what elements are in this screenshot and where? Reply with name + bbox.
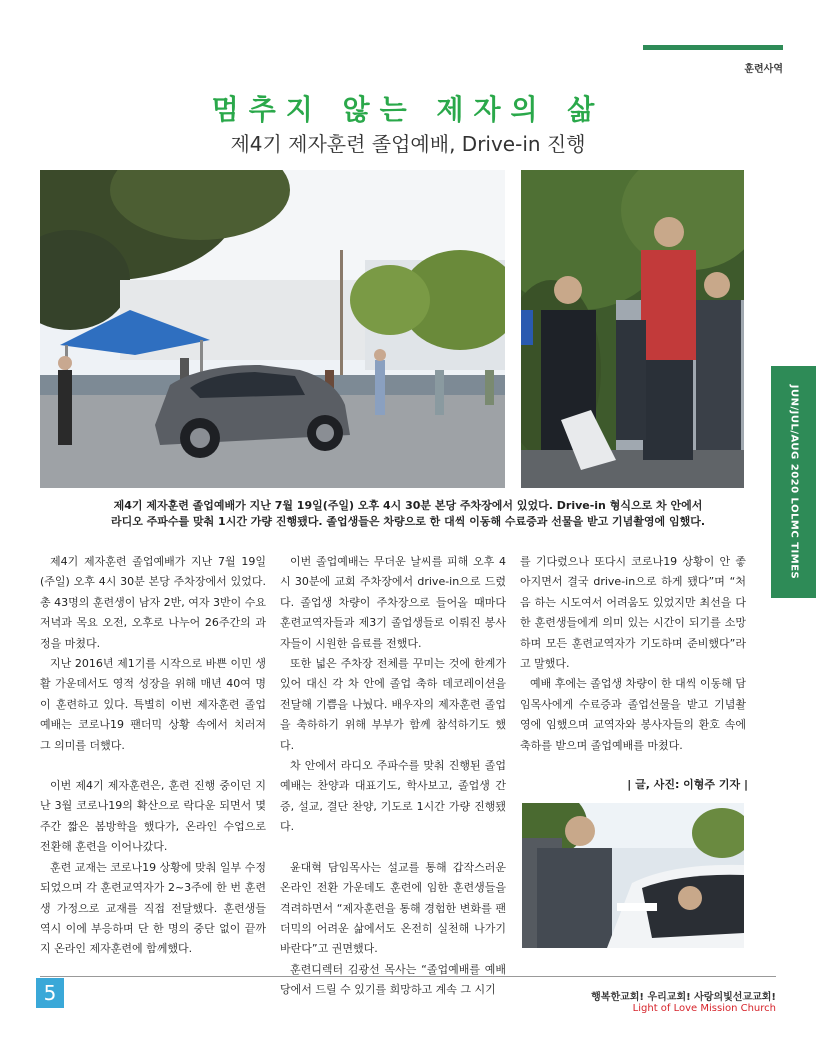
photo-drive-in-parking-lot [40, 170, 505, 488]
footer-church-name-korean: 행복한교회! 우리교회! 사랑의빛선교교회! [591, 992, 776, 1003]
article-headline: 멈추지 않는 제자의 삶 [211, 93, 605, 126]
page-number: 5 [36, 978, 64, 1008]
article-paragraph: 훈련디렉터 김광선 목사는 “졸업예배를 예배당에서 드릴 수 있기를 희망하고 계속 그 시기 [280, 962, 506, 997]
article-paragraph: 지난 2016년 제1기를 시작으로 바쁜 이민 생활 가운데서도 영적 성장을 위해 매년 40여 명이 훈련하고 있다. 특별히 이번 제자훈련 졸업예배는 코로나19 팬더믹 상황 속에서 치러져 그 의미를 더했다. [40, 657, 266, 752]
side-tab [771, 366, 816, 598]
article-paragraph: 예배 후에는 졸업생 차량이 한 대씩 이동해 담임목사에게 수료증과 졸업선물을 받고 기념촬영에 임했으며 교역자와 봉사자들의 환호 속에 축하를 받으며 졸업예배를 마쳤다. [520, 677, 746, 752]
article-paragraph: 이번 제4기 제자훈련은, 훈련 진행 중이던 지난 3월 코로나19의 확산으로 락다운 되면서 몇 주간 짧은 봄방학을 했다가, 온라인 수업으로 전환해 훈련을 이어나갔다. [40, 779, 266, 854]
photo-pastors-podium [521, 170, 744, 488]
article-column-3 [520, 552, 746, 756]
article-subheadline: 제4기 제자훈련 졸업예배, Drive-in 진행 [230, 132, 586, 156]
article-paragraph: 를 기다렸으나 또다시 코로나19 상황이 안 좋아지면서 결국 drive-in으로 하게 됐다”며 “처음 하는 시도여서 어려움도 있었지만 최선을 다한 훈련생들에게 의미 있는 시간이 되기를 소망하며 모든 훈련교역자가 기도하며 준비했다”라고 말했다. [520, 555, 746, 671]
article-paragraph: 훈련 교재는 코로나19 상황에 맞춰 일부 수정되었으며 각 훈련교역자가 2~3주에 한 번 훈련생 가정으로 교재를 직접 전달했다. 훈련생들 역시 이에 부응하며 단 한 명의 중단 없이 끝까지 온라인 제자훈련에 함께했다. [40, 860, 266, 956]
article-paragraph: 또한 넓은 주차장 전체를 꾸미는 것에 한계가 있어 대신 각 차 안에 졸업 축하 데코레이션을 전달해 기쁨을 나눴다. 배우자의 제자훈련 졸업을 축하하기 위해 부부가 함께 참석하기도 했다. [280, 657, 506, 752]
photo-caption [62, 498, 754, 530]
article-paragraph: 윤대혁 담임목사는 설교를 통해 갑작스러운 온라인 전환 가운데도 훈련에 임한 훈련생들을 격려하면서 “제자훈련을 통해 경험한 변화를 팬더믹의 어려운 삶에서도 온전히 실천해 나가기 바란다”고 권면했다. [280, 860, 506, 956]
article-column-1 [40, 552, 266, 960]
header-accent-bar [643, 45, 783, 50]
photo-caption-line: 라디오 주파수를 맞춰 1시간 가량 진행됐다. 졸업생들은 차량으로 한 대씩 이동해 수료증과 선물을 받고 기념촬영에 임했다. [110, 515, 706, 528]
article-column-2 [280, 552, 506, 1001]
footer-church-name-english: Light of Love Mission Church [632, 1003, 776, 1014]
article-paragraph: 차 안에서 라디오 주파수를 맞춰 진행된 졸업예배는 찬양과 대표기도, 학사보고, 졸업생 간증, 설교, 결단 찬양, 기도로 1시간 가량 진행됐다. [280, 759, 506, 834]
article-byline: | 글, 사진: 이형주 기자 | [627, 778, 748, 791]
article-paragraph: 이번 졸업예배는 무더운 날씨를 피해 오후 4시 30분에 교회 주차장에서 drive-in으로 드렸다. 졸업생 차량이 주차장으로 들어올 때마다 훈련교역자들과 제3기 졸업생들로 이뤄진 봉사자들이 시원한 음료를 전했다. [280, 555, 506, 650]
photo-certificate-handoff [522, 803, 744, 948]
side-tab-text: JUN/JUL/AUG 2020 LOLMC TIMES [788, 384, 799, 580]
footer-divider [40, 976, 776, 977]
section-label: 훈련사역 [744, 64, 783, 75]
article-paragraph: 제4기 제자훈련 졸업예배가 지난 7월 19일(주일) 오후 4시 30분 본당 주차장에서 있었다. 총 43명의 훈련생이 남자 2반, 여자 3반이 수요 저녁과 목요 오전, 오후로 나누어 26주간의 과정을 마쳤다. [40, 555, 266, 650]
photo-caption-line: 제4기 제자훈련 졸업예배가 지난 7월 19일(주일) 오후 4시 30분 본당 주차장에서 있었다. Drive-in 형식으로 차 안에서 [113, 499, 703, 512]
